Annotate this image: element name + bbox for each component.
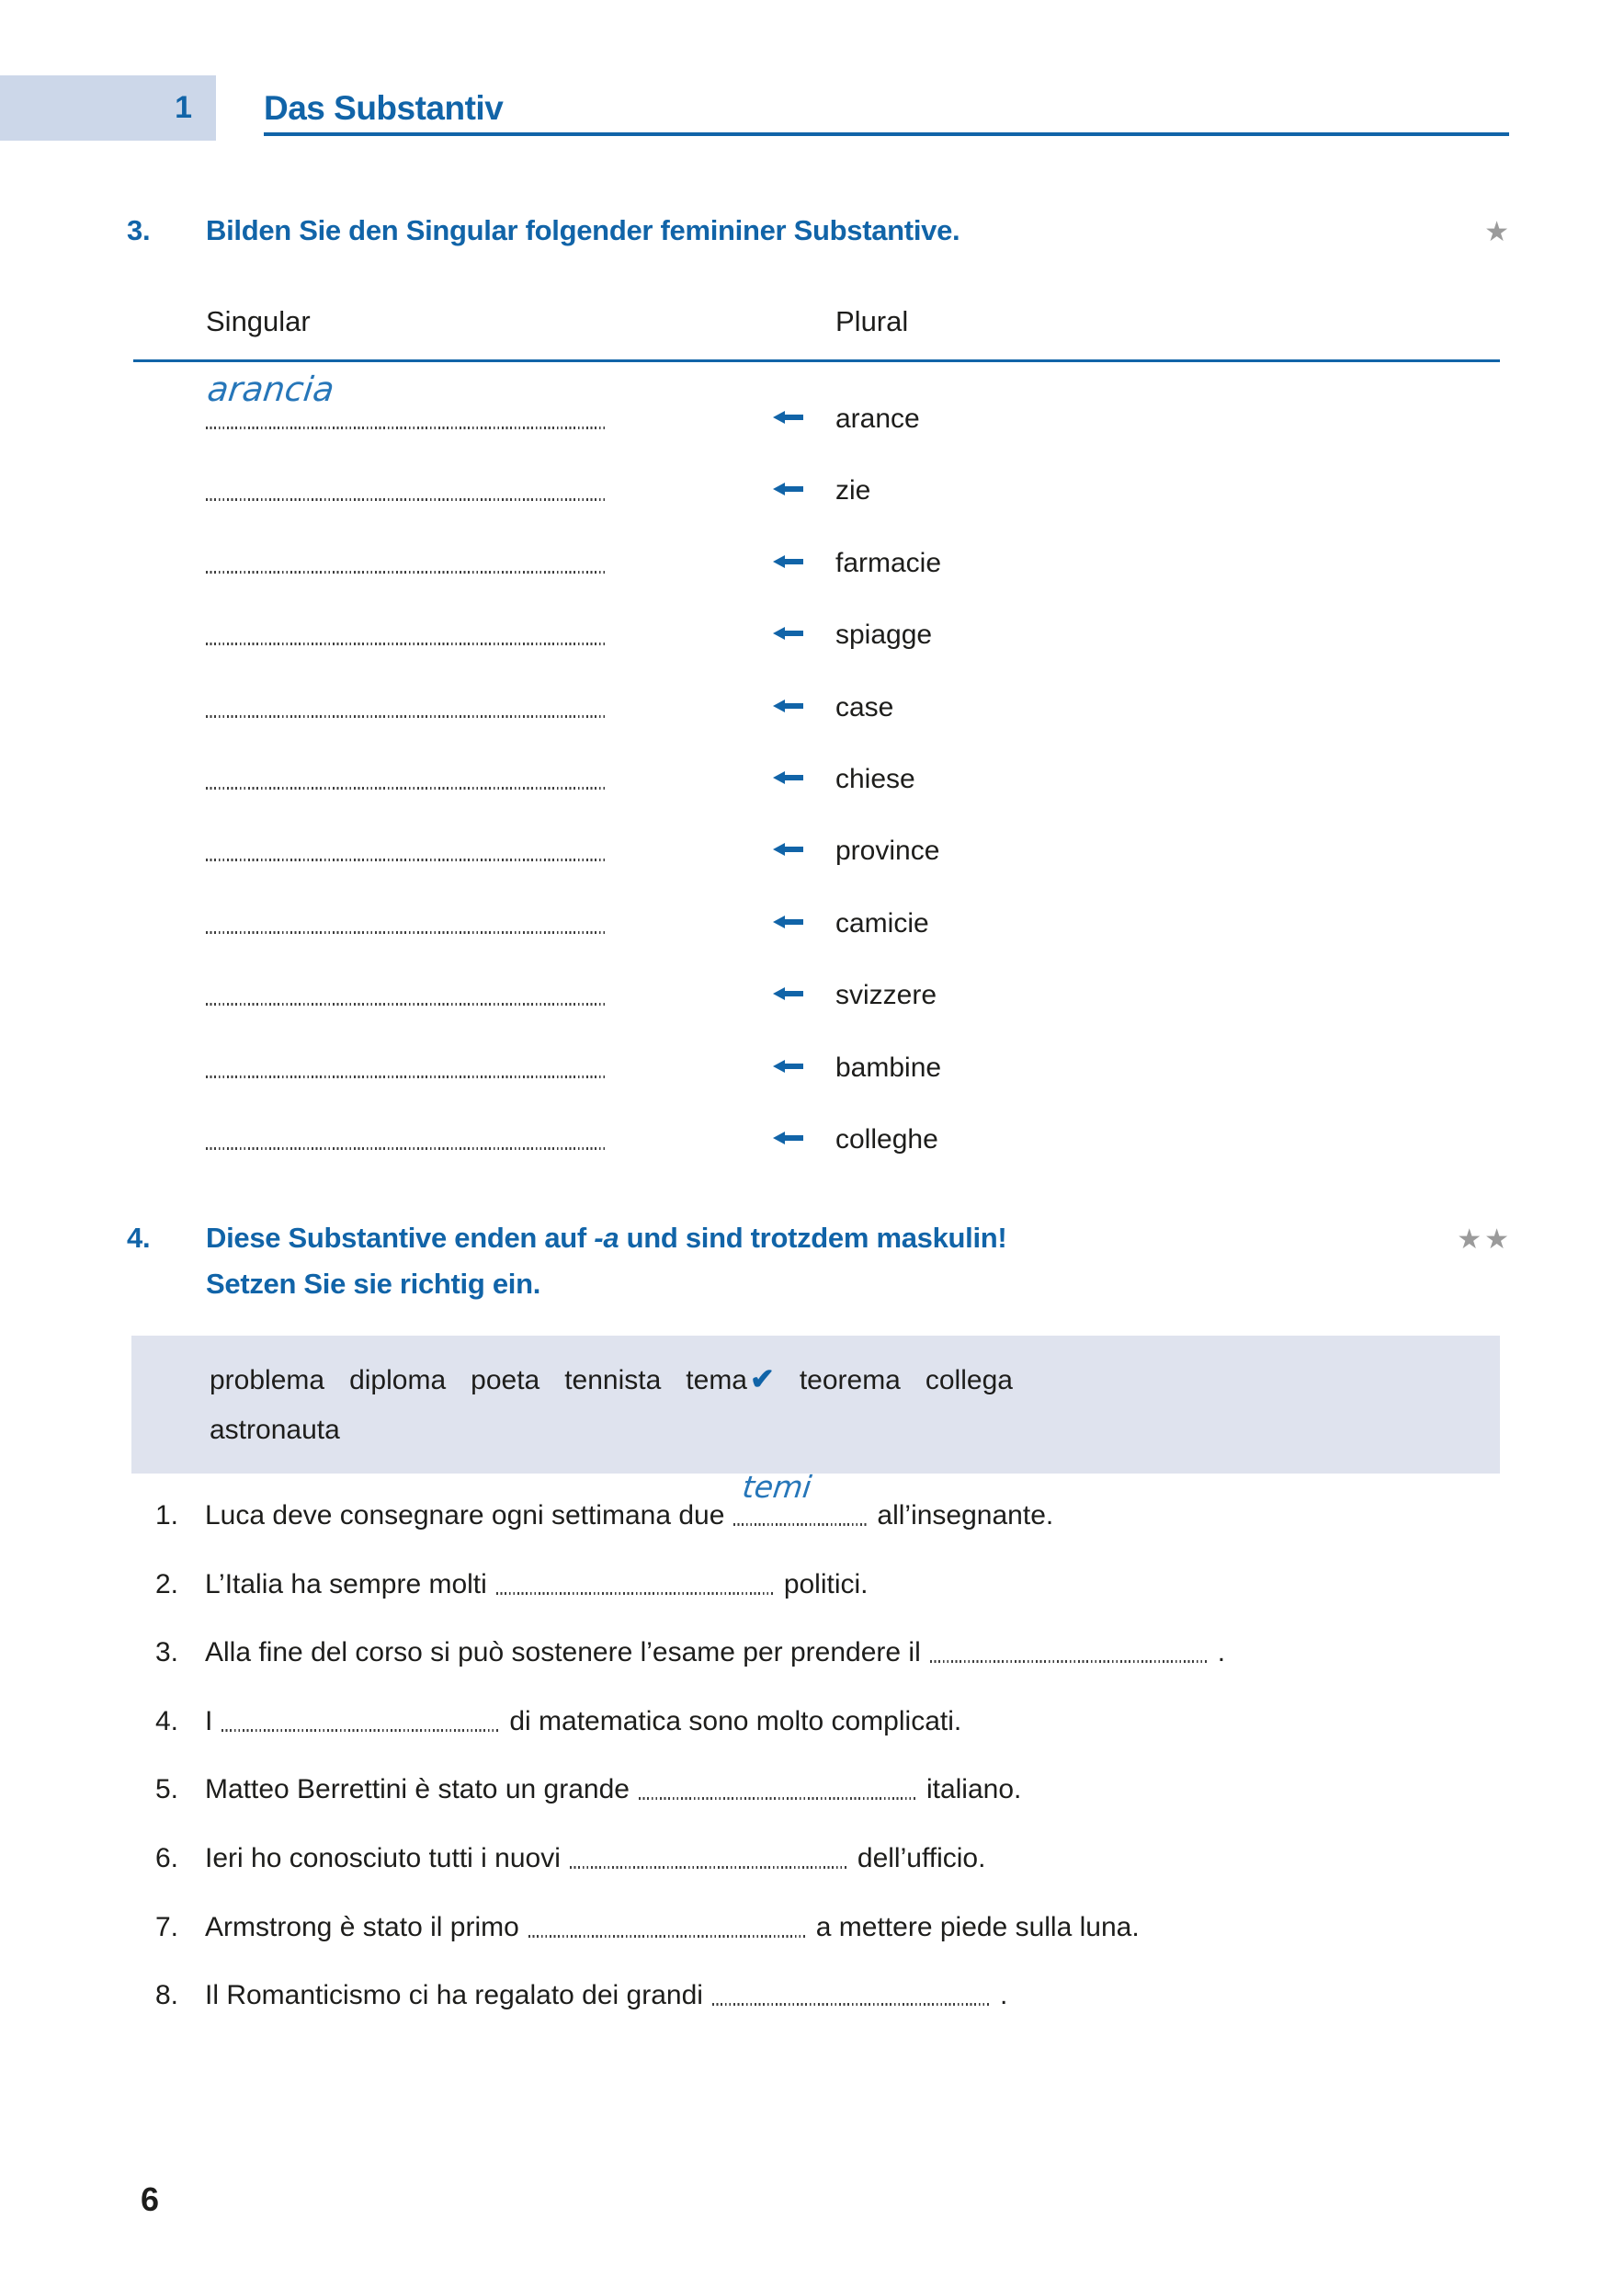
page-number: 6 bbox=[141, 2180, 160, 2218]
exercise4-title-italic: -a bbox=[594, 1222, 619, 1254]
singular-plural-table bbox=[206, 370, 941, 1174]
sentence-row bbox=[142, 1894, 1512, 1963]
plural-word: zie bbox=[835, 475, 871, 506]
answer-blank bbox=[206, 892, 607, 932]
unit-number: 1 bbox=[175, 90, 192, 125]
sentence-number: 4. bbox=[155, 1705, 179, 1736]
table-row bbox=[206, 526, 941, 597]
difficulty-star-icon: ★ bbox=[1484, 217, 1512, 247]
answer-blank bbox=[206, 819, 607, 859]
plural-word: chiese bbox=[835, 764, 915, 795]
plural-word: farmacie bbox=[835, 547, 942, 578]
sentence-number: 2. bbox=[155, 1568, 179, 1599]
sentence-text-post: . bbox=[999, 1980, 1008, 2011]
singular-column-header: Singular bbox=[206, 305, 311, 337]
sentence-number: 7. bbox=[155, 1911, 179, 1942]
answer-blank bbox=[206, 963, 607, 1004]
plural-word: colleghe bbox=[835, 1124, 938, 1155]
exercise4-title-line2: Setzen Sie sie richtig ein. bbox=[206, 1268, 541, 1300]
left-arrow-icon bbox=[773, 1030, 803, 1045]
sentence-row bbox=[142, 1619, 1512, 1688]
answer-blank bbox=[221, 1702, 500, 1730]
left-arrow-icon bbox=[773, 597, 803, 612]
table-row bbox=[206, 1102, 941, 1174]
answer-blank bbox=[528, 1908, 807, 1936]
table-row bbox=[206, 886, 941, 958]
sentence-text-pre: Il Romanticismo ci ha regalato dei grandi bbox=[205, 1980, 703, 2011]
table-header-rule bbox=[133, 359, 1500, 362]
sentence-number: 3. bbox=[155, 1637, 179, 1668]
plural-word: arance bbox=[835, 404, 920, 434]
sentence-text-post: politici. bbox=[783, 1568, 869, 1599]
answer-blank bbox=[206, 676, 607, 716]
answer-blank bbox=[930, 1633, 1209, 1661]
check-icon: ✔ bbox=[750, 1362, 775, 1395]
table-row bbox=[206, 597, 941, 669]
sentence-text-post: italiano. bbox=[926, 1774, 1022, 1805]
answer-blank bbox=[205, 369, 607, 427]
left-arrow-icon bbox=[773, 381, 803, 396]
sentence-row bbox=[142, 1962, 1512, 2031]
plural-word: svizzere bbox=[835, 980, 937, 1011]
sentence-text-post: a mettere piede sulla luna. bbox=[815, 1911, 1140, 1942]
word-item: collega bbox=[925, 1365, 1013, 1395]
exercise3-header bbox=[127, 208, 1512, 256]
sentence-row bbox=[142, 1469, 1512, 1551]
sentence-number: 6. bbox=[155, 1842, 179, 1873]
sentence-text-pre: Armstrong è stato il primo bbox=[205, 1911, 519, 1942]
sentence-text-post: all’insegnante. bbox=[877, 1500, 1054, 1531]
left-arrow-icon bbox=[773, 958, 803, 973]
answer-blank bbox=[206, 531, 607, 572]
exercise3-title: Bilden Sie den Singular folgender femininer Substantive. bbox=[206, 214, 960, 246]
sentence-text-pre: L’Italia ha sempre molti bbox=[205, 1568, 487, 1599]
answer-blank bbox=[206, 747, 607, 788]
plural-word: spiagge bbox=[835, 620, 933, 651]
sentence-row bbox=[142, 1688, 1512, 1757]
word-box-line2 bbox=[210, 1405, 1500, 1455]
difficulty-stars-icon: ★★ bbox=[1457, 1224, 1512, 1255]
table-row bbox=[206, 814, 941, 885]
word-item: astronauta bbox=[210, 1415, 340, 1445]
left-arrow-icon bbox=[773, 886, 803, 901]
plural-word: province bbox=[835, 836, 940, 867]
sentence-text-pre: Luca deve consegnare ogni settimana due bbox=[205, 1500, 725, 1531]
table-row bbox=[206, 1030, 941, 1102]
word-item: problema bbox=[210, 1365, 325, 1395]
plural-column-header: Plural bbox=[835, 305, 909, 337]
left-arrow-icon bbox=[773, 670, 803, 685]
word-item: tennista bbox=[564, 1365, 662, 1395]
word-item: poeta bbox=[471, 1365, 540, 1395]
answer-blank bbox=[712, 1976, 991, 2004]
word-box bbox=[131, 1336, 1500, 1474]
answer-blank bbox=[206, 1036, 607, 1076]
sentence-row bbox=[142, 1756, 1512, 1825]
table-row bbox=[206, 670, 941, 742]
answer-blank bbox=[206, 459, 607, 499]
table-row bbox=[206, 453, 941, 525]
left-arrow-icon bbox=[773, 742, 803, 757]
left-arrow-icon bbox=[773, 453, 803, 468]
left-arrow-icon bbox=[773, 1102, 803, 1117]
sentence-text-post: dell’ufficio. bbox=[857, 1842, 986, 1873]
word-item: teorema bbox=[799, 1365, 901, 1395]
sentence-number: 5. bbox=[155, 1774, 179, 1805]
answer-blank bbox=[570, 1839, 848, 1867]
exercise3-number: 3. bbox=[127, 214, 151, 246]
answer-blank bbox=[206, 1108, 607, 1148]
table-row bbox=[206, 958, 941, 1030]
left-arrow-icon bbox=[773, 526, 803, 541]
unit-title-rule bbox=[264, 132, 1509, 136]
answer-blank bbox=[206, 603, 607, 643]
plural-word: case bbox=[835, 691, 894, 723]
sentence-list bbox=[142, 1469, 1512, 2031]
sentence-number: 8. bbox=[155, 1980, 179, 2011]
handwritten-answer: temi bbox=[741, 1469, 814, 1506]
answer-blank bbox=[733, 1469, 868, 1524]
answer-blank bbox=[639, 1770, 917, 1798]
word-item: tema bbox=[686, 1365, 747, 1395]
sentence-text-pre: Ieri ho conosciuto tutti i nuovi bbox=[205, 1842, 561, 1873]
sentence-text-pre: I bbox=[205, 1705, 213, 1736]
table-row bbox=[205, 369, 941, 453]
answer-blank bbox=[496, 1565, 775, 1593]
sentence-text-post: . bbox=[1217, 1637, 1226, 1668]
exercise4-title-part2: und sind trotzdem maskulin! bbox=[626, 1222, 1007, 1254]
plural-word: camicie bbox=[835, 907, 929, 939]
sentence-text-post: di matematica sono molto complicati. bbox=[509, 1705, 962, 1736]
sentence-text-pre: Alla fine del corso si può sostenere l’esame per prendere il bbox=[205, 1637, 921, 1668]
handwritten-answer: arancia bbox=[205, 369, 336, 409]
sentence-row bbox=[142, 1551, 1512, 1620]
unit-title: Das Substantiv bbox=[264, 89, 504, 127]
table-row bbox=[206, 742, 941, 814]
unit-tab bbox=[0, 75, 216, 141]
exercise4-header bbox=[127, 1215, 1512, 1307]
word-box-line1 bbox=[210, 1354, 1500, 1405]
word-item: diploma bbox=[349, 1365, 447, 1395]
sentence-row bbox=[142, 1825, 1512, 1894]
exercise4-number: 4. bbox=[127, 1222, 151, 1254]
exercise4-title bbox=[206, 1215, 1457, 1307]
sentence-number: 1. bbox=[155, 1500, 179, 1531]
exercise4-title-part1: Diese Substantive enden auf bbox=[206, 1222, 586, 1254]
left-arrow-icon bbox=[773, 814, 803, 828]
sentence-text-pre: Matteo Berrettini è stato un grande bbox=[205, 1774, 630, 1805]
plural-word: bambine bbox=[835, 1052, 942, 1083]
